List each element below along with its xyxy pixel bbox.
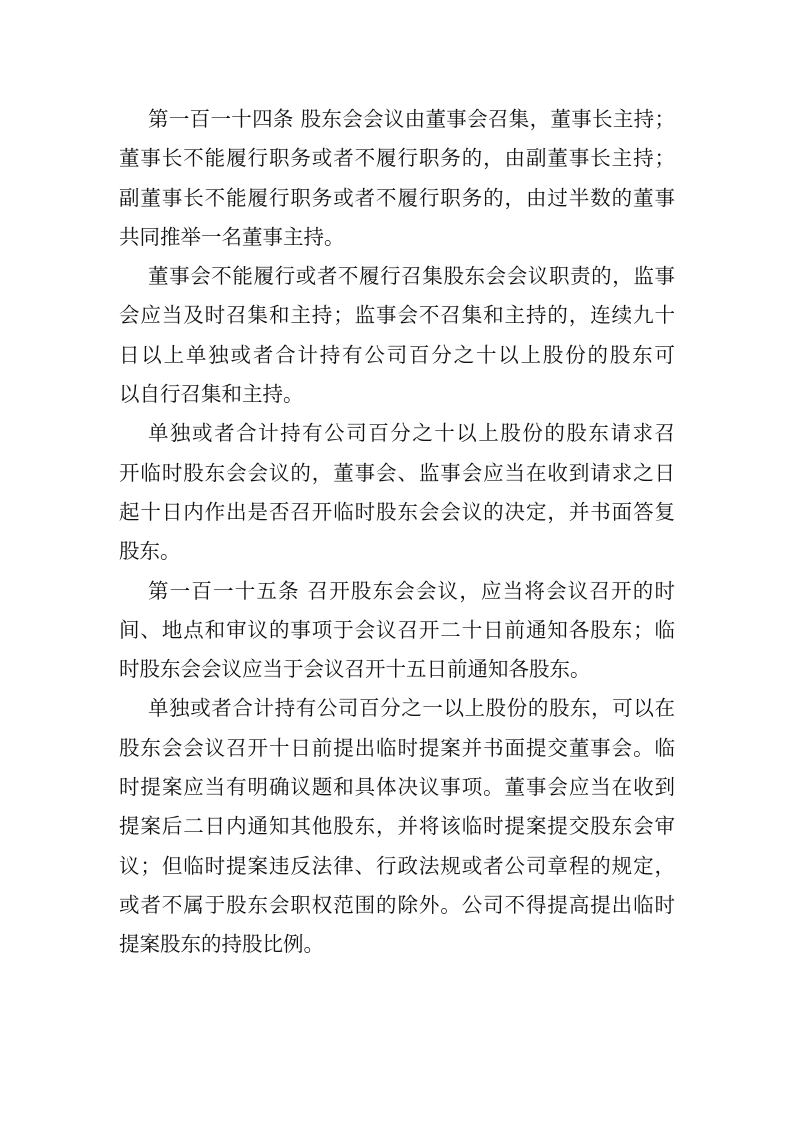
paragraph-article-114 [119, 100, 675, 257]
paragraph-shareholder-request [119, 414, 675, 571]
text-line: 会应当及时召集和主持；监事会不召集和主持的，连续九十 [119, 303, 675, 328]
text-line: 或者不属于股东会职权范围的除外。公司不得提高提出临时 [119, 892, 675, 917]
text-line: 单独或者合计持有公司百分之十以上股份的股东请求召 [148, 421, 675, 446]
paragraph-board-fails [119, 257, 675, 414]
text-line: 第一百一十四条 股东会会议由董事会召集，董事长主持； [148, 107, 675, 131]
text-line: 第一百一十五条 召开股东会会议，应当将会议召开的时 [148, 578, 675, 603]
text-line: 间、地点和审议的事项于会议召开二十日前通知各股东；临 [119, 617, 675, 642]
text-line: 议；但临时提案违反法律、行政法规或者公司章程的规定， [119, 853, 675, 878]
text-line: 董事会不能履行或者不履行召集股东会会议职责的，监事 [148, 264, 675, 289]
text-line: 共同推举一名董事主持。 [119, 224, 345, 249]
text-line: 提案股东的持股比例。 [119, 932, 324, 957]
text-line: 开临时股东会会议的，董事会、监事会应当在收到请求之日 [119, 460, 675, 485]
text-line: 单独或者合计持有公司百分之一以上股份的股东，可以在 [148, 696, 675, 721]
document-body [119, 100, 675, 965]
text-line: 日以上单独或者合计持有公司百分之十以上股份的股东可 [119, 342, 675, 367]
text-line: 股东。 [119, 539, 181, 564]
text-line: 以自行召集和主持。 [119, 382, 304, 407]
text-line: 董事长不能履行职务或者不履行职务的，由副董事长主持； [119, 146, 675, 171]
text-line: 时股东会会议应当于会议召开十五日前通知各股东。 [119, 657, 591, 682]
text-line: 时提案应当有明确议题和具体决议事项。董事会应当在收到 [119, 775, 675, 800]
text-line: 副董事长不能履行职务或者不履行职务的，由过半数的董事 [119, 185, 675, 210]
text-line: 起十日内作出是否召开临时股东会会议的决定，并书面答复 [119, 499, 675, 524]
paragraph-interim-proposal [119, 689, 675, 964]
text-line: 提案后二日内通知其他股东，并将该临时提案提交股东会审 [119, 814, 675, 839]
paragraph-article-115 [119, 572, 675, 690]
text-line: 股东会会议召开十日前提出临时提案并书面提交董事会。临 [119, 735, 675, 760]
